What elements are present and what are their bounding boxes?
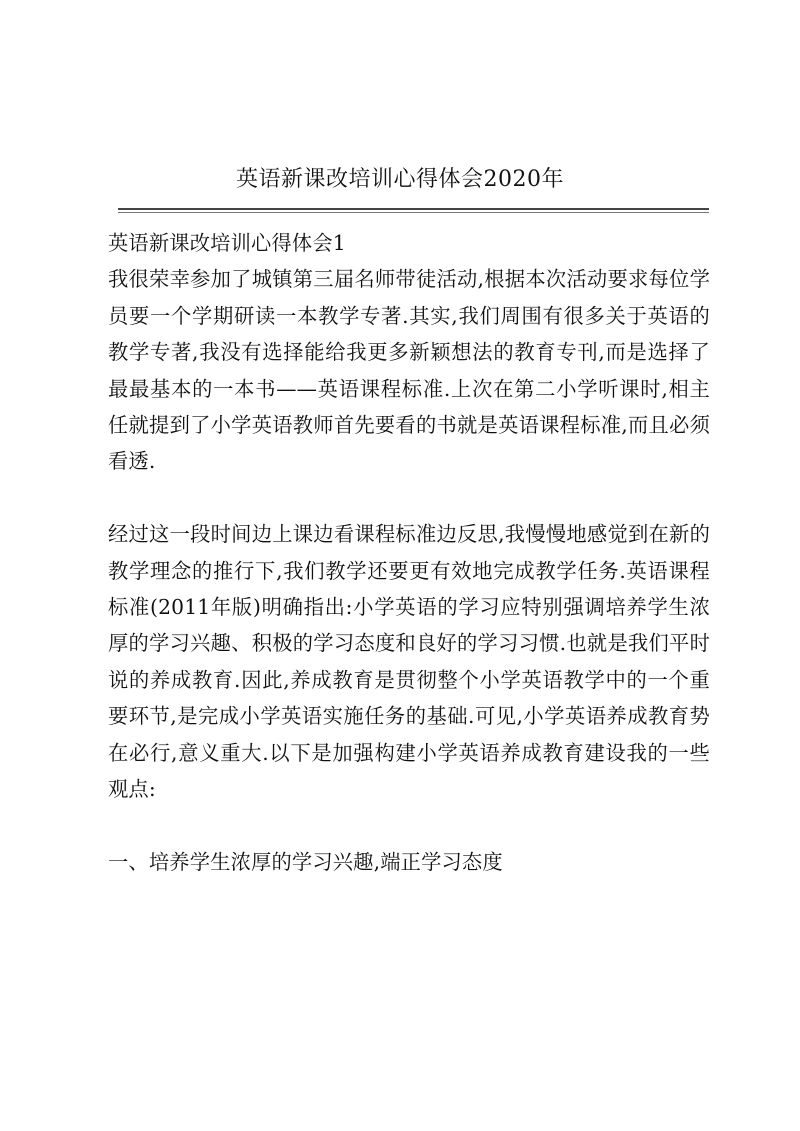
document-body	[108, 225, 710, 880]
document-title: 英语新课改培训心得体会2020年	[236, 167, 564, 192]
title-divider-thin-line	[118, 212, 709, 213]
section-subheading: 一、培养学生浓厚的学习兴趣,端正学习态度	[108, 849, 503, 874]
paragraph-spacing	[108, 480, 710, 516]
paragraph-spacing	[108, 807, 710, 843]
title-divider-thick-line	[118, 208, 709, 210]
body-paragraph-2: 经过这一段时间边上课边看课程标准边反思,我慢慢地感觉到在新的教学理念的推行下,我们教学还要更有效地完成教学任务.英语课程标准(2011年版)明确指出:小学英语的学习应特别强调培养学生浓厚的学习兴趣、积极的学习态度和良好的学习习惯.也就是我们平时说的养成教育.因此,养成教育是贯彻整个小学英语教学中的一个重要环节,是完成小学英语实施任务的基础.可见,小学英语养成教育势在必行,意义重大.以下是加强构建小学英语养成教育建设我的一些观点:	[108, 522, 710, 802]
body-paragraph-1: 我很荣幸参加了城镇第三届名师带徒活动,根据本次活动要求每位学员要一个学期研读一本教学专著.其实,我们周围有很多关于英语的教学专著,我没有选择能给我更多新颖想法的教育专刊,而是选择了最最基本的一本书——英语课程标准.上次在第二小学听课时,相主任就提到了小学英语教师首先要看的书就是英语课程标准,而且必须看透.	[108, 267, 710, 474]
section-heading: 英语新课改培训心得体会1	[108, 231, 346, 255]
title-divider	[118, 208, 709, 214]
